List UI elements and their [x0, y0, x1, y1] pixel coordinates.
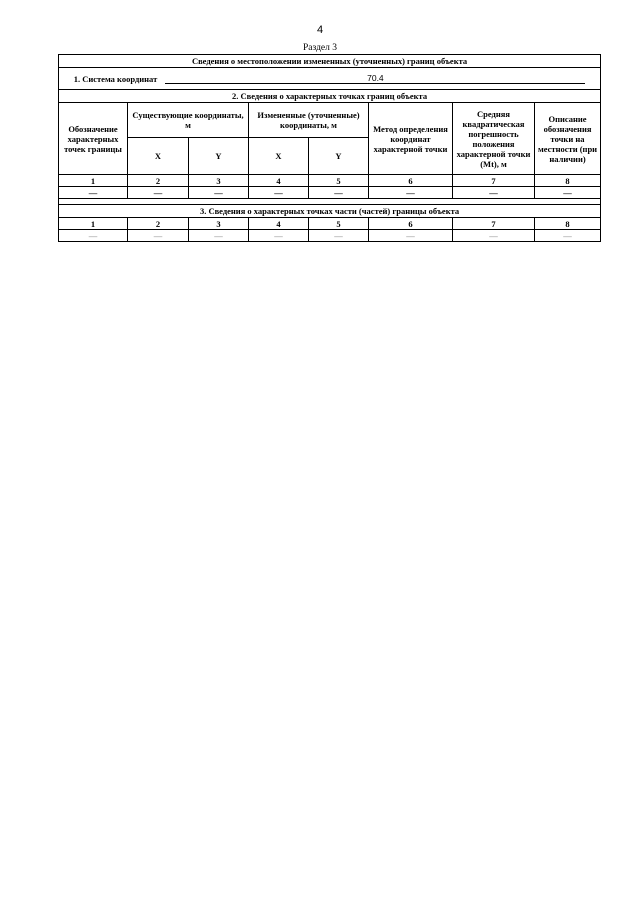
boundary-table: [58, 54, 601, 242]
column-number: 1: [59, 218, 128, 230]
part2-column-numbers: [59, 175, 601, 187]
table-cell: —: [309, 230, 369, 242]
column-number: 2: [128, 218, 189, 230]
column-number: 3: [189, 218, 249, 230]
coordinate-system-row: [59, 68, 601, 90]
header-description: Описание обозначения точки на местности (при наличии): [535, 103, 601, 175]
column-number: 4: [249, 218, 309, 230]
column-number: 7: [453, 218, 535, 230]
header-method: Метод определения координат характерной точки: [369, 103, 453, 175]
column-number: 3: [189, 175, 249, 187]
part3-title: 3. Сведения о характерных точках части (частей) границы объекта: [59, 205, 601, 218]
coordinate-system-value: 70.4: [165, 73, 585, 84]
page-number: 4: [316, 24, 324, 36]
table-cell: —: [189, 187, 249, 199]
table-cell: —: [535, 187, 601, 199]
table-cell: —: [249, 230, 309, 242]
header-changed-coordinates: Измененные (уточненные) координаты, м: [249, 103, 369, 138]
header-changed-x: X: [249, 138, 309, 175]
table-cell: —: [128, 230, 189, 242]
table-row: [59, 187, 601, 199]
table-row: [59, 230, 601, 242]
table-cell: —: [535, 230, 601, 242]
column-number: 7: [453, 175, 535, 187]
table-cell: —: [369, 230, 453, 242]
column-number: 8: [535, 218, 601, 230]
header-existing-y: Y: [189, 138, 249, 175]
part3-column-numbers: [59, 218, 601, 230]
part2-title: 2. Сведения о характерных точках границ объекта: [59, 90, 601, 103]
section-title: Раздел 3: [303, 43, 337, 53]
header-designation: Обозначение характерных точек границы: [59, 103, 128, 175]
column-number: 6: [369, 175, 453, 187]
table-cell: —: [369, 187, 453, 199]
header-accuracy: Средняя квадратическая погрешность положения характерной точки (Mt), м: [453, 103, 535, 175]
table-cell: —: [189, 230, 249, 242]
table-cell: —: [59, 230, 128, 242]
table-cell: —: [249, 187, 309, 199]
table-cell: —: [309, 187, 369, 199]
table-cell: —: [453, 230, 535, 242]
column-number: 6: [369, 218, 453, 230]
header-existing-x: X: [128, 138, 189, 175]
header-changed-y: Y: [309, 138, 369, 175]
column-number: 2: [128, 175, 189, 187]
coordinate-system-label: 1. Система координат: [73, 73, 158, 84]
table-cell: —: [453, 187, 535, 199]
column-number: 5: [309, 218, 369, 230]
column-number: 8: [535, 175, 601, 187]
table-title: Сведения о местоположении измененных (уточненных) границ объекта: [59, 55, 601, 68]
column-number: 4: [249, 175, 309, 187]
column-number: 1: [59, 175, 128, 187]
table-cell: —: [59, 187, 128, 199]
column-number: 5: [309, 175, 369, 187]
header-existing-coordinates: Существующие координаты, м: [128, 103, 249, 138]
table-cell: —: [128, 187, 189, 199]
